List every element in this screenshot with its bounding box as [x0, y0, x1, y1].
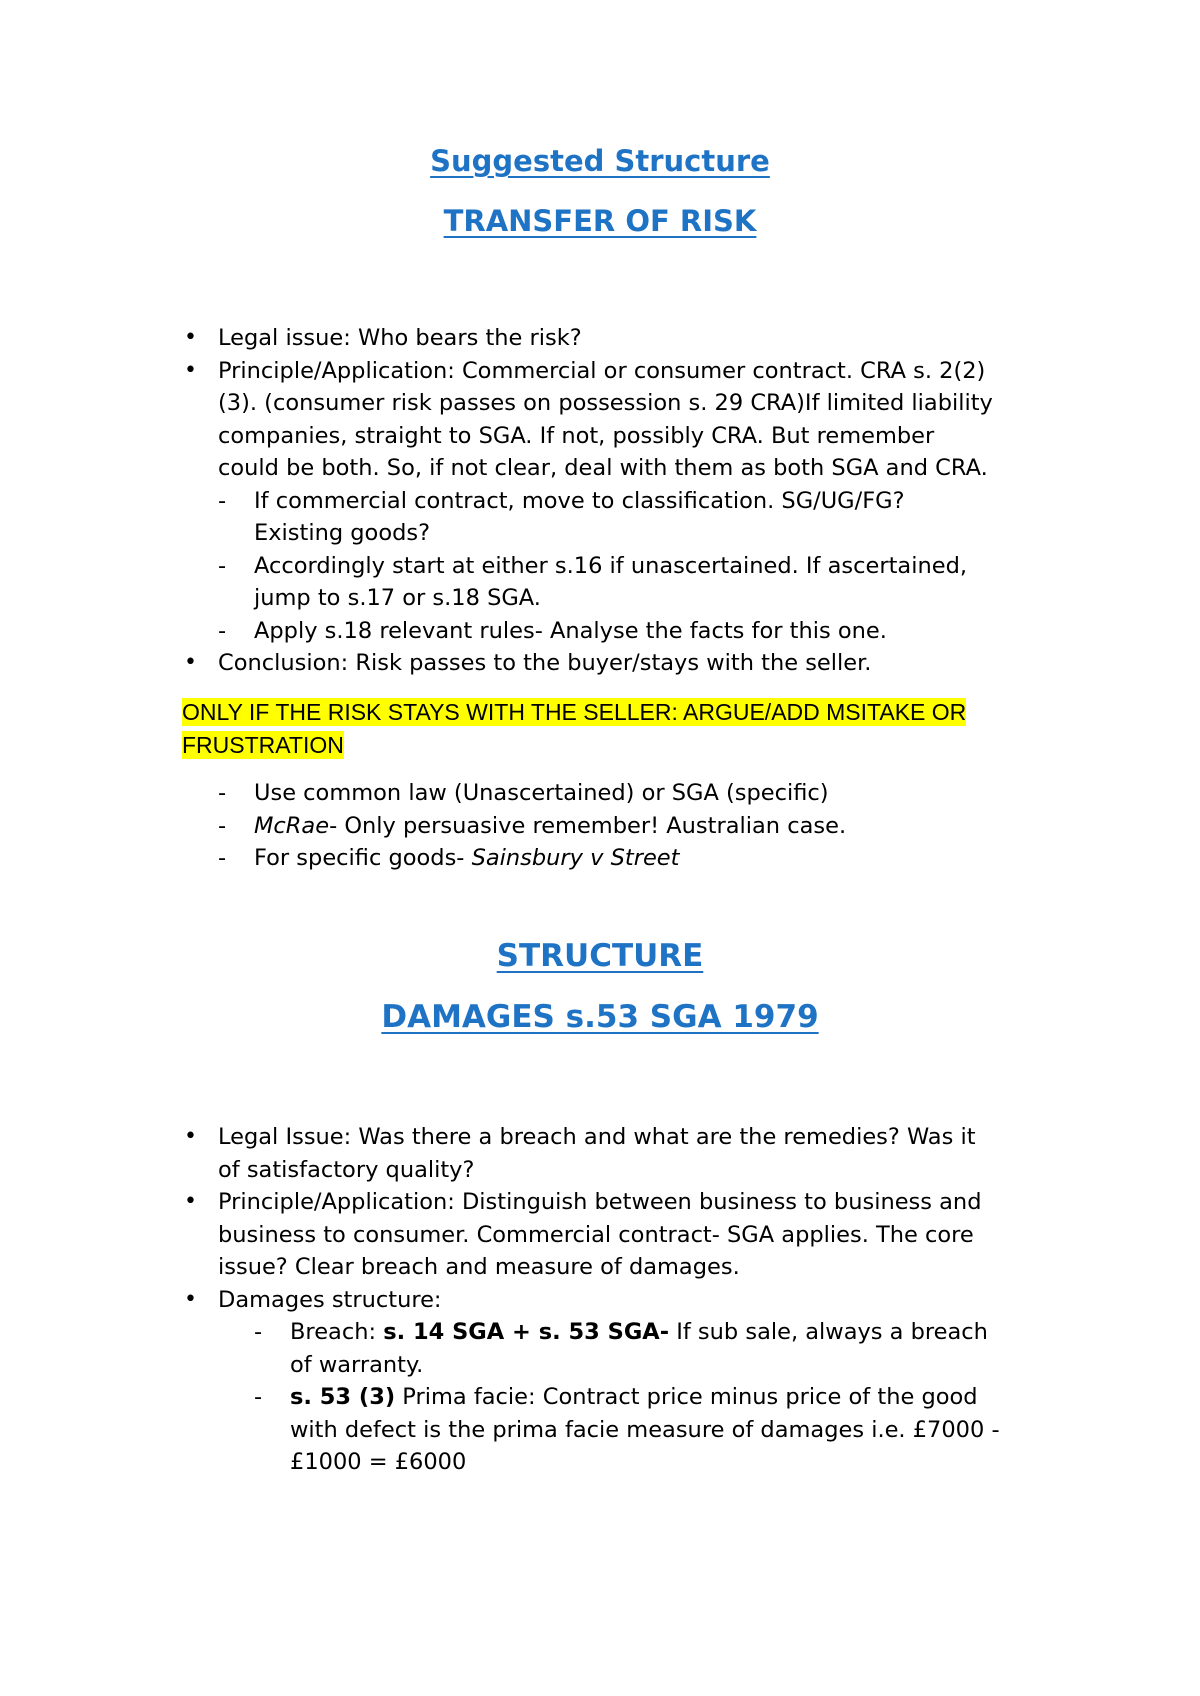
sub-list-item-text: If sub sale, always a breach — [669, 1319, 988, 1345]
list-item-text: (3). (consumer risk passes on possession s. 29 CRA)If limited liability — [218, 390, 993, 416]
sub-list-item-text: If commercial contract, move to classification. SG/UG/FG? — [254, 487, 905, 514]
sub-list-item-text: For specific goods- — [254, 845, 472, 871]
list-item — [0, 1121, 1088, 1186]
dash-icon: - — [218, 780, 227, 806]
heading-suggested-structure: Suggested Structure — [430, 144, 770, 178]
list-item-text: Principle/Application: Distinguish between business to business and — [218, 1189, 982, 1215]
dash-icon: - — [218, 487, 227, 514]
sub-list-item — [0, 615, 1088, 648]
heading-transfer-of-risk: TRANSFER OF RISK — [443, 204, 757, 238]
heading-structure: STRUCTURE — [496, 938, 704, 974]
bullet-icon: • — [184, 1189, 197, 1214]
sub-list-item-text: Existing goods? — [254, 520, 431, 546]
dash-icon: - — [254, 1384, 263, 1410]
bullet-icon: • — [184, 357, 197, 383]
list-item-text: Conclusion: Risk passes to the buyer/stays with the seller. — [218, 650, 872, 676]
dash-icon: - — [218, 845, 227, 871]
bullet-icon: • — [184, 650, 197, 675]
dash-icon: - — [218, 812, 227, 839]
sub-list-item — [0, 777, 1088, 810]
bullet-icon: • — [184, 325, 197, 350]
list-item — [0, 1186, 1088, 1284]
bullet-icon: • — [184, 1124, 197, 1149]
sub-list-item — [0, 550, 1088, 615]
list-item — [0, 322, 1088, 355]
sub-list-item — [0, 485, 1088, 550]
sub-list-item-text: - Only persuasive remember! Australian case. — [329, 812, 847, 839]
list-item — [0, 1284, 1088, 1317]
sub-list-item-text: Use common law (Unascertained) or SGA (specific) — [254, 780, 829, 806]
highlighted-text: ONLY IF THE RISK STAYS WITH THE SELLER: ARGUE/ADD MSITAKE OR — [182, 699, 967, 725]
case-name: McRae — [254, 812, 330, 839]
sub-list-item — [0, 810, 1088, 843]
bullet-icon: • — [184, 1286, 197, 1312]
highlighted-text: FRUSTRATION — [182, 731, 344, 758]
list-item-text: could be both. So, if not clear, deal with them as both SGA and CRA. — [218, 455, 988, 481]
heading-damages: DAMAGES s.53 SGA 1979 — [381, 999, 819, 1035]
list-item-text: Principle/Application: Commercial or consumer contract. CRA s. 2(2) — [218, 357, 986, 384]
mistake-frustration-list — [0, 777, 1200, 875]
transfer-of-risk-list — [0, 322, 1200, 680]
list-item-text: business to consumer. Commercial contract- SGA applies. The core — [218, 1221, 974, 1248]
dash-icon: - — [254, 1319, 263, 1345]
list-item-text: Damages structure: — [218, 1286, 442, 1313]
sub-list-item-text: Accordingly start at either s.16 if unascertained. If ascertained, — [254, 552, 968, 579]
sub-list-item — [0, 1381, 1090, 1479]
dash-icon: - — [218, 552, 227, 579]
sub-list-item-text: with defect is the prima facie measure of damages i.e. £7000 - — [290, 1416, 1000, 1443]
statute-reference: s. 53 (3) — [290, 1384, 396, 1410]
sub-list-item — [0, 842, 1088, 875]
sub-list-item-text: Prima facie: Contract price minus price of the good — [395, 1384, 978, 1410]
damages-list — [0, 1121, 1200, 1479]
list-item — [0, 355, 1088, 485]
list-item-text: companies, straight to SGA. If not, possibly CRA. But remember — [218, 422, 935, 449]
sub-list-item — [0, 1316, 1090, 1381]
sub-list-item-text: of warranty. — [290, 1351, 424, 1378]
sub-list-item-text: Apply s.18 relevant rules- Analyse the facts for this one. — [254, 617, 887, 644]
statute-reference: s. 14 SGA + s. 53 SGA- — [383, 1319, 670, 1345]
dash-icon: - — [218, 617, 227, 644]
case-name: Sainsbury v Street — [471, 845, 680, 871]
sub-list-item-text: jump to s.17 or s.18 SGA. — [254, 585, 541, 611]
list-item-text: Legal issue: Who bears the risk? — [218, 325, 582, 351]
sub-list-item-text: Breach: — [290, 1319, 384, 1345]
list-item-text: of satisfactory quality? — [218, 1156, 475, 1183]
list-item-text: Legal Issue: Was there a breach and what are the remedies? Was it — [218, 1124, 976, 1150]
sub-list-item-text: £1000 = £6000 — [290, 1449, 467, 1475]
highlighted-note — [182, 696, 1042, 761]
list-item — [0, 647, 1088, 680]
list-item-text: issue? Clear breach and measure of damages. — [218, 1254, 740, 1280]
